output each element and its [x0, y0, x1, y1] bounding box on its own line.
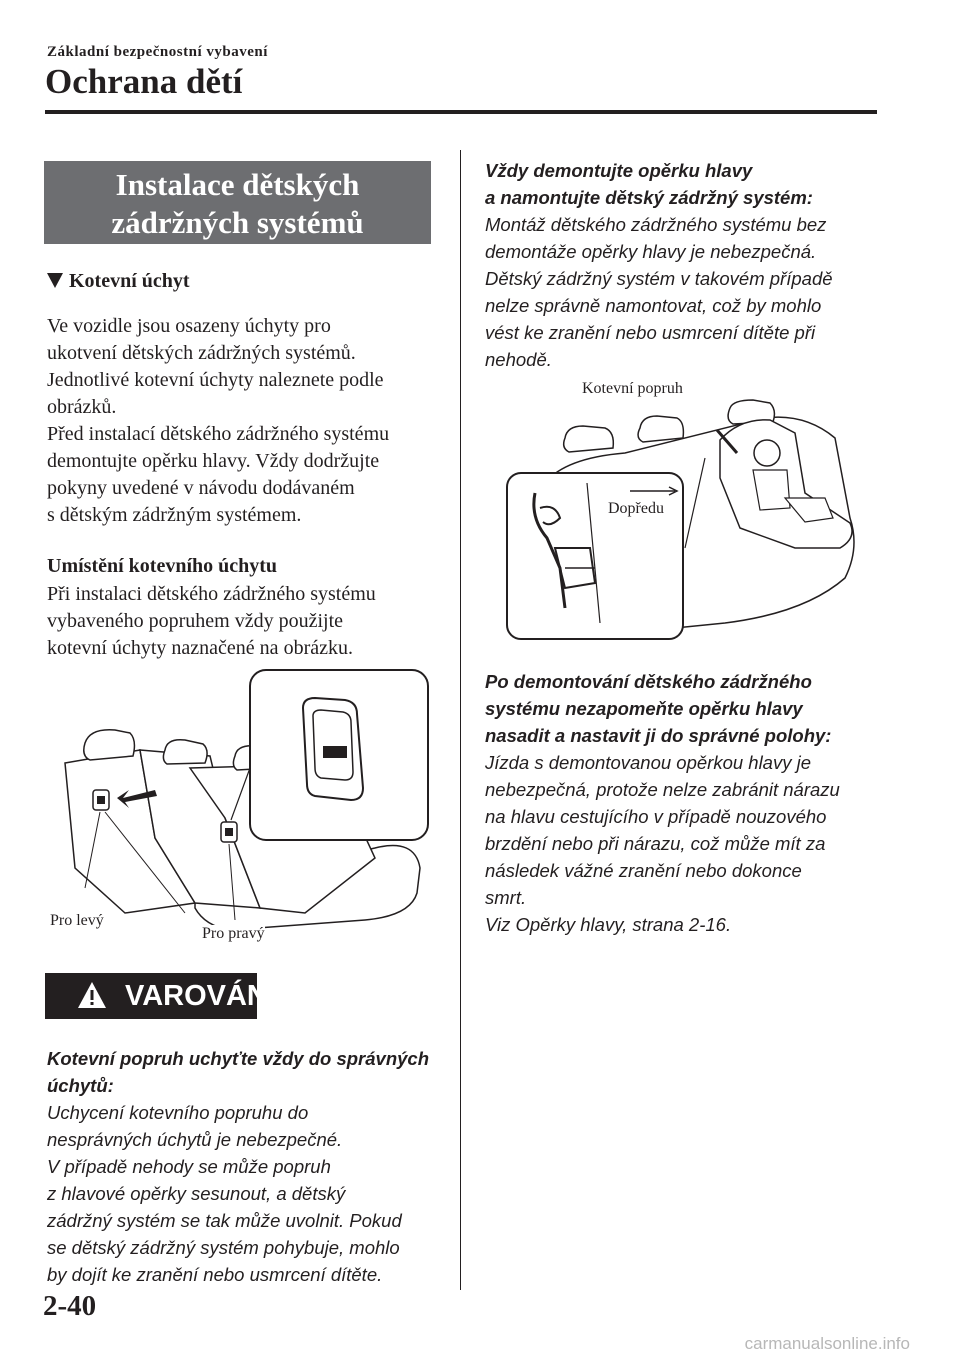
text-line: Vždy demontujte opěrku hlavy — [485, 160, 753, 181]
warning-badge — [45, 973, 276, 1019]
text-line: Kotevní popruh uchyťte vždy do správných — [47, 1048, 430, 1069]
text-line: Po demontování dětského zádržného — [485, 671, 812, 692]
figure-label-left: Pro levý — [50, 912, 104, 929]
text-line: nelze správně namontovat, což by mohlo — [485, 295, 822, 316]
subheading — [47, 270, 190, 293]
location-heading: Umístění kotevního úchytu — [47, 555, 278, 577]
child-seat-figure — [505, 398, 865, 643]
page-number: 2-40 — [43, 1290, 97, 1322]
text-line: na hlavu cestujícího v případě nouzového — [485, 806, 827, 827]
subheading-text: Kotevní úchyt — [69, 270, 190, 292]
figure-label-strap: Kotevní popruh — [582, 380, 683, 397]
figure-label-right: Pro pravý — [202, 925, 265, 942]
text-line: kotevní úchyty naznačené na obrázku. — [47, 637, 353, 659]
text-line: systému nezapomeňte opěrku hlavy — [485, 698, 803, 719]
text-line: V případě nehody se může popruh — [47, 1156, 331, 1177]
text-line: nesprávných úchytů je nebezpečné. — [47, 1129, 343, 1150]
text-line: Před instalací dětského zádržného systému — [47, 423, 390, 445]
warning-text — [47, 1045, 447, 1288]
warning-label: VAROVÁNÍ — [125, 980, 276, 1012]
text-line: a namontujte dětský zádržný systém: — [485, 187, 813, 208]
text-line: s dětským zádržným systémem. — [47, 504, 302, 526]
section-header-line2: zádržných systémů — [111, 205, 364, 240]
seat-anchor-figure — [45, 668, 435, 950]
text-line: obrázků. — [47, 396, 117, 418]
text-line: Montáž dětského zádržného systému bez — [485, 214, 827, 235]
text-line: nehodě. — [485, 349, 552, 370]
text-line: nebezpečná, protože nelze zabránit nárazu — [485, 779, 840, 800]
text-line: Jízda s demontovanou opěrkou hlavy je — [485, 752, 812, 773]
figure-label-forward: Dopředu — [608, 500, 664, 517]
text-line: vybaveného popruhem vždy použijte — [47, 610, 344, 632]
reinstall-headrest-text — [485, 668, 885, 938]
section-breadcrumb: Základní bezpečnostní vybavení — [47, 44, 268, 60]
text-line: Jednotlivé kotevní úchyty naleznete podle — [47, 369, 384, 391]
text-line: Při instalaci dětského zádržného systému — [47, 583, 376, 605]
text-line: demontujte opěrku hlavy. Vždy dodržujte — [47, 450, 380, 472]
location-paragraph — [47, 581, 442, 662]
text-line: z hlavové opěrky sesunout, a dětský — [47, 1183, 346, 1204]
text-line: vést ke zranění nebo usmrcení dítěte při — [485, 322, 816, 343]
text-line: by dojít ke zranění nebo usmrcení dítěte. — [47, 1264, 383, 1285]
triangle-bullet-icon — [47, 273, 63, 288]
text-line: demontáže opěrky hlavy je nebezpečná. — [485, 241, 817, 262]
text-line: Uchycení kotevního popruhu do — [47, 1102, 309, 1123]
text-line: Viz Opěrky hlavy, strana 2-16. — [485, 914, 732, 935]
header-rule — [45, 110, 877, 114]
text-line: úchytů: — [47, 1075, 114, 1096]
text-line: brzdění nebo při nárazu, což může mít za — [485, 833, 826, 854]
text-line: nasadit a nastavit ji do správné polohy: — [485, 725, 832, 746]
text-line: následek vážné zranění nebo dokonce — [485, 860, 802, 881]
text-line: Dětský zádržný systém v takovém případě — [485, 268, 833, 289]
section-header-line1: Instalace dětských — [115, 167, 360, 202]
text-line: Ve vozidle jsou osazeny úchyty pro — [47, 315, 331, 337]
section-header-box — [44, 161, 431, 244]
text-line: se dětský zádržný systém pohybuje, mohlo — [47, 1237, 400, 1258]
text-line: smrt. — [485, 887, 527, 908]
text-line: pokyny uvedené v návodu dodávaném — [47, 477, 355, 499]
page-title: Ochrana dětí — [45, 62, 243, 101]
headrest-warning-text — [485, 157, 880, 373]
intro-paragraph — [47, 313, 442, 529]
warning-triangle-icon — [77, 981, 107, 1009]
text-line: zádržný systém se tak může uvolnit. Pokud — [47, 1210, 402, 1231]
text-line: ukotvení dětských zádržných systémů. — [47, 342, 356, 364]
column-divider — [460, 150, 461, 1290]
watermark: carmanualsonline.info — [744, 1334, 910, 1353]
